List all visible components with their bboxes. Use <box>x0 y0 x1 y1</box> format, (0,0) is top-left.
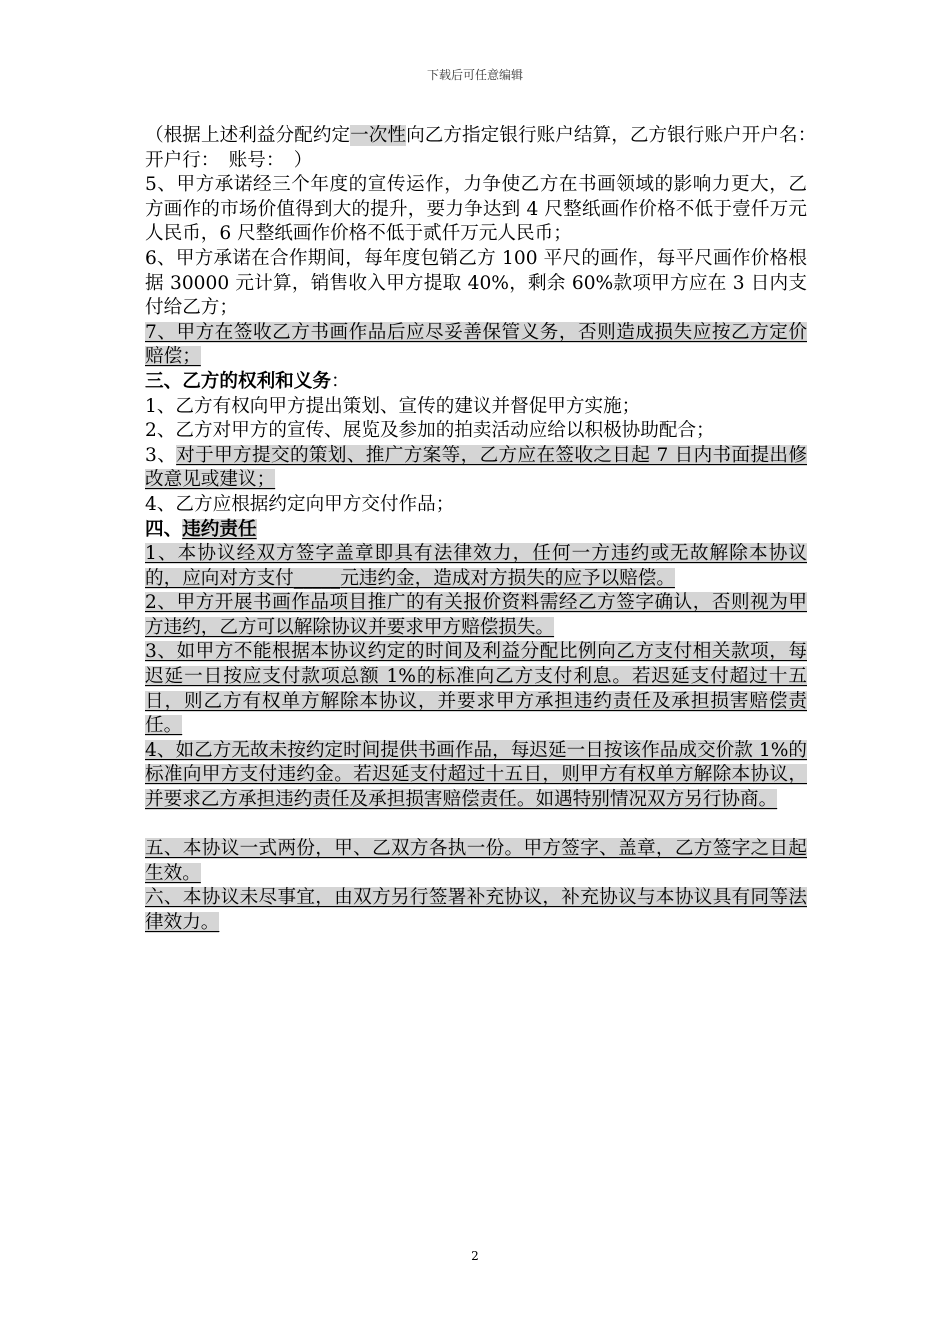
highlighted-text: 对于甲方提交的策划、推广方案等，乙方应在签收之日起 7 日内书面提出修改意见或建议； <box>145 444 807 491</box>
clause-breach-4 <box>145 739 807 813</box>
clause-party-a-6: 6、甲方承诺在合作期间，每年度包销乙方 100 平尺的画作，每平尺画作价格根据 30000 元计算，销售收入甲方提取 40%，剩余 60%款项甲方应在 3 日内支付给乙方； <box>145 247 807 319</box>
highlighted-text: 六、本协议未尽事宜，由双方另行签署补充协议，补充协议与本协议具有同等法律效力。 <box>145 887 807 933</box>
highlighted-text: 4、如乙方无故未按约定时间提供书画作品，每迟延一日按该作品成交价款 1%的标准向甲方支付违约金。若迟延支付超过十五日，则甲方有权单方解除本协议，并要求乙方承担违约责任及承担损害赔偿责任。如遇特别情况双方另行协商。 <box>145 739 807 811</box>
section-title: 三、乙方的权利和义务 <box>145 370 331 392</box>
blank-line <box>145 813 807 838</box>
clause-party-b-3 <box>145 444 807 493</box>
page-number: 2 <box>471 1249 479 1263</box>
clause-number: 3、 <box>145 444 177 466</box>
clause-party-b-4: 4、乙方应根据约定向甲方交付作品； <box>145 493 455 515</box>
highlighted-text: 一次性 <box>350 125 407 146</box>
section-title: 违约责任 <box>182 518 257 540</box>
highlighted-text: 元违约金，造成对方损失的应予以赔偿。 <box>340 567 675 589</box>
clause-party-b-2: 2、乙方对甲方的宣传、展览及参加的拍卖活动应给以积极协助配合； <box>145 420 715 442</box>
page-header: 下载后可任意编辑 <box>426 68 523 82</box>
clause-five <box>145 837 807 886</box>
clause-party-a-5: 5、甲方承诺经三个年度的宣传运作，力争使乙方在书画领域的影响力更大，乙方画作的市场价值得到大的提升，要力争达到 4 尺整纸画作价格不低于壹仟万元人民币，6 尺整纸画作价格不低于贰仟万元人民币； <box>145 174 807 245</box>
highlighted-text: 五、本协议一式两份，甲、乙双方各执一份。甲方签字、盖章，乙方签字之日起生效。 <box>145 838 807 884</box>
section-prefix: 四、 <box>145 518 183 540</box>
clause-breach-2 <box>145 591 807 640</box>
clause-breach-1 <box>145 542 807 591</box>
highlighted-text: 7、甲方在签收乙方书画作品后应尽妥善保管义务，否则造成损失应按乙方定价赔偿； <box>145 321 807 368</box>
blank-amount-field: _____ <box>293 567 341 589</box>
section-colon: ： <box>330 370 350 392</box>
paragraph-settlement <box>145 124 826 173</box>
clause-party-a-7 <box>145 321 807 370</box>
highlighted-text: 3、如甲方不能根据本协议约定的时间及利益分配比例向乙方支付相关款项，每迟延一日按应支付款项总额 1%的标准向乙方支付利息。若迟延支付超过十五日，则乙方有权单方解除本协议，并要求甲方承担违约责任及承担损害赔偿责任。 <box>145 641 807 737</box>
clause-party-b-1: 1、乙方有权向甲方提出策划、宣传的建议并督促甲方实施； <box>145 395 641 417</box>
highlighted-text: 2、甲方开展书画作品项目推广的有关报价资料需经乙方签字确认，否则视为甲方违约，乙方可以解除协议并要求甲方赔偿损失。 <box>145 592 807 638</box>
text-segment: （根据上述利益分配约定 <box>145 125 351 146</box>
clause-six <box>145 886 807 935</box>
document-body <box>145 124 826 936</box>
section-heading-3 <box>145 370 807 395</box>
clause-breach-3 <box>145 640 807 738</box>
section-heading-4 <box>145 518 807 543</box>
highlighted-text: 1、本协议经双方签字盖章即具有法律效力，任何一方违约或无故解除本协议的，应向对方支付 <box>145 543 807 589</box>
text-segment: 向乙方指定银行账户结算，乙方银行账户开户名： 开户行： 账号： ） <box>145 125 826 171</box>
